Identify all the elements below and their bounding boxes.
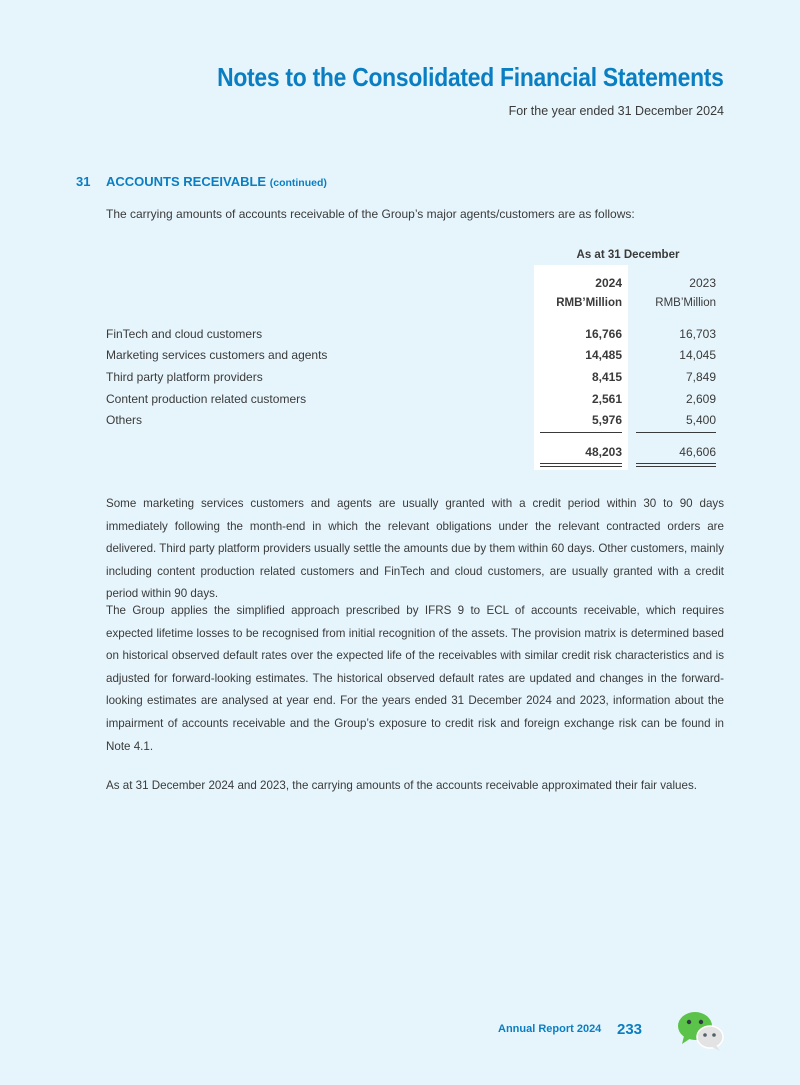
intro-text: The carrying amounts of accounts receivable of the Group’s major agents/customers are as follows: [106, 207, 635, 221]
table-row-label: Others [106, 413, 143, 427]
paragraph-fair-value: As at 31 December 2024 and 2023, the carrying amounts of the accounts receivable approximated their fair values. [106, 779, 697, 792]
column-unit-2024: RMB’Million [556, 297, 622, 309]
report-label: Annual Report 2024 [498, 1023, 602, 1035]
subtotal-rule-2023 [636, 432, 716, 433]
table-cell-2024: 2,561 [591, 392, 622, 406]
page-subtitle: For the year ended 31 December 2024 [508, 104, 724, 118]
column-year-2023: 2023 [689, 276, 716, 290]
table-cell-2023: 16,703 [679, 327, 716, 341]
table-cell-2023: 5,400 [685, 413, 716, 427]
section-heading [106, 174, 327, 189]
total-2023: 46,606 [679, 445, 716, 459]
paragraph-ecl-approach: The Group applies the simplified approach prescribed by IFRS 9 to ECL of accounts receivable, which requires expected lifetime losses to be recognised from initial recognition of the assets. The provision matrix is determined based on historical observed default rates over the expected life of the receivables with similar credit risk characteristics and is adjusted for forward-looking estimates. The historical observed default rates are updated and changes in the forward-looking estimates are analysed at year end. For the years ended 31 December 2024 and 2023, information about the impairment of accounts receivable and the Group’s exposure to credit risk and foreign exchange risk can be found in Note 4.1. [106, 604, 724, 753]
page-title: Notes to the Consolidated Financial Statements [217, 62, 724, 92]
column-unit-2023: RMB’Million [655, 297, 716, 309]
table-cell-2024: 14,485 [585, 348, 622, 362]
table-row-label: Content production related customers [106, 392, 307, 406]
paragraph-credit-period: Some marketing services customers and agents are usually granted with a credit period within 30 to 90 days immediately following the month-end in which the relevant obligations under the relevant contracted orders are delivered. Third party platform providers usually settle the amounts due by them within 60 days. Other customers, mainly including content production related customers and FinTech and cloud customers, are usually granted with a credit period within 90 days. [106, 497, 724, 601]
table-cell-2023: 14,045 [679, 348, 716, 362]
column-year-2024: 2024 [595, 276, 622, 290]
page-number: 233 [617, 1021, 643, 1038]
total-double-rule-2023 [636, 466, 716, 467]
table-cell-2023: 2,609 [685, 392, 716, 406]
table-row-label: Third party platform providers [106, 370, 263, 384]
total-2024: 48,203 [585, 445, 622, 459]
table-row-label: FinTech and cloud customers [106, 327, 263, 341]
table-cell-2024: 5,976 [591, 413, 622, 427]
wechat-logo-icon [676, 1010, 726, 1052]
section-title: ACCOUNTS RECEIVABLE [106, 174, 267, 189]
table-cell-2024: 16,766 [585, 327, 622, 341]
table-cell-2023: 7,849 [685, 370, 716, 384]
table-cell-2024: 8,415 [591, 370, 622, 384]
total-double-rule-2024 [540, 466, 622, 467]
subtotal-rule-2024 [540, 432, 622, 433]
total-double-rule-2024 [540, 463, 622, 464]
continued-label: (continued) [269, 177, 327, 189]
period-header: As at 31 December [576, 249, 680, 261]
total-double-rule-2023 [636, 463, 716, 464]
table-row-label: Marketing services customers and agents [106, 348, 328, 362]
current-year-highlight [534, 265, 628, 470]
section-number: 31 [76, 174, 91, 189]
